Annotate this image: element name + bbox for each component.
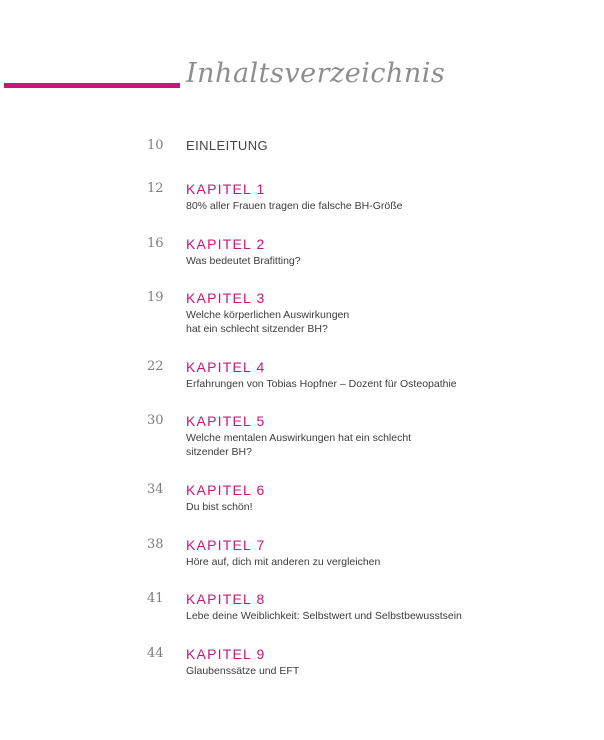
subtitle-line: Welche körperlichen Auswirkungen	[186, 309, 350, 321]
entry-subtitle	[186, 199, 516, 213]
entry-subtitle	[186, 431, 516, 459]
entry-heading: EINLEITUNG	[186, 138, 269, 153]
page-number: 38	[147, 537, 164, 552]
entry-heading: KAPITEL 3	[186, 290, 266, 306]
entry-heading: KAPITEL 5	[186, 413, 266, 429]
entry-subtitle	[186, 609, 516, 623]
entry-subtitle	[186, 500, 516, 514]
entry-subtitle	[186, 555, 516, 569]
entry-heading: KAPITEL 6	[186, 482, 266, 498]
page-number: 10	[147, 138, 164, 153]
subtitle-line: hat ein schlecht sitzender BH?	[186, 323, 328, 335]
subtitle-line: Was bedeutet Brafitting?	[186, 255, 301, 267]
subtitle-line: Lebe deine Weiblichkeit: Selbstwert und Selbstbewusstsein	[186, 610, 462, 622]
subtitle-line: Erfahrungen von Tobias Hopfner – Dozent für Osteopathie	[186, 378, 457, 390]
entry-heading: KAPITEL 7	[186, 537, 266, 553]
entry-heading: KAPITEL 8	[186, 591, 266, 607]
page-number: 16	[147, 236, 164, 251]
page-number: 44	[147, 646, 164, 661]
entry-subtitle	[186, 664, 516, 678]
page-number: 34	[147, 482, 164, 497]
entry-heading: KAPITEL 1	[186, 181, 266, 197]
page-number: 30	[147, 413, 164, 428]
entry-heading: KAPITEL 9	[186, 646, 266, 662]
entry-subtitle	[186, 377, 516, 391]
subtitle-line: 80% aller Frauen tragen die falsche BH-Größe	[186, 200, 403, 212]
entry-heading: KAPITEL 4	[186, 359, 266, 375]
subtitle-line: Glaubenssätze und EFT	[186, 665, 300, 677]
entry-subtitle	[186, 308, 516, 336]
subtitle-line: Welche mentalen Auswirkungen hat ein schlecht	[186, 432, 412, 444]
page-number: 12	[147, 181, 164, 196]
entry-heading: KAPITEL 2	[186, 236, 266, 252]
subtitle-line: Höre auf, dich mit anderen zu vergleichen	[186, 556, 381, 568]
page-number: 41	[147, 591, 164, 606]
page-number: 22	[147, 359, 164, 374]
page-number: 19	[147, 290, 164, 305]
subtitle-line: Du bist schön!	[186, 501, 253, 513]
subtitle-line: sitzender BH?	[186, 446, 252, 458]
page-title: Inhaltsverzeichnis	[186, 58, 446, 89]
entry-subtitle	[186, 254, 516, 268]
